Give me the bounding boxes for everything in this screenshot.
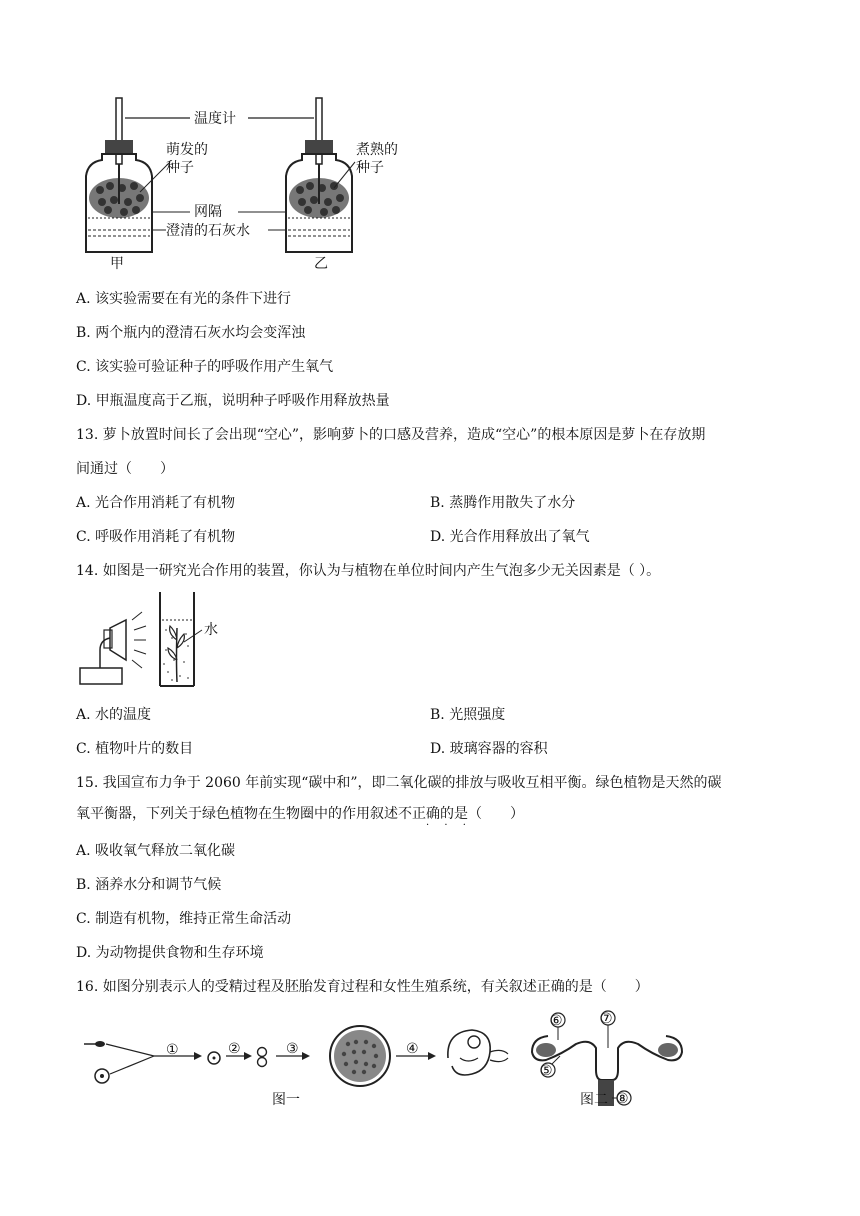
q14-option-c[interactable]: C. 植物叶片的数目 (76, 741, 194, 757)
q13-option-c[interactable]: C. 呼吸作用消耗了有机物 (76, 529, 236, 545)
q14-apparatus-figure (76, 590, 236, 690)
q13-option-a[interactable]: A. 光合作用消耗了有机物 (76, 495, 236, 511)
label-limewater: 澄清的石灰水 (166, 223, 250, 239)
label-mesh: 网隔 (194, 204, 222, 220)
q12-option-c[interactable]: C. 该实验可验证种子的呼吸作用产生氧气 (76, 359, 334, 375)
q13-option-d[interactable]: D. 光合作用释放出了氧气 (430, 529, 590, 545)
label-jar-yi: 乙 (314, 256, 328, 272)
q12-option-d[interactable]: D. 甲瓶温度高于乙瓶，说明种子呼吸作用释放热量 (76, 393, 390, 409)
q12-option-a[interactable]: A. 该实验需要在有光的条件下进行 (76, 291, 292, 307)
q13-stem-line2: 间通过（ ） (76, 461, 174, 477)
q12-option-b[interactable]: B. 两个瓶内的澄清石灰水均会变浑浊 (76, 325, 306, 341)
two-cell-icon (258, 1048, 267, 1067)
step-4-label: ④ (406, 1041, 419, 1057)
jar-jia (86, 98, 152, 252)
step-3-label: ③ (286, 1041, 299, 1057)
label-germinating-seeds-2: 种子 (166, 160, 194, 176)
q15-option-d[interactable]: D. 为动物提供食物和生存环境 (76, 945, 264, 961)
egg-icon (95, 1069, 109, 1083)
label-germinating-seeds-1: 萌发的 (166, 142, 208, 158)
q14-stem: 14. 如图是一研究光合作用的装置，你认为与植物在单位时间内产生气泡多少无关因素是（ ）。 (76, 563, 661, 579)
q14-option-a[interactable]: A. 水的温度 (76, 707, 152, 723)
label-8: ⑧ (616, 1091, 629, 1107)
water-plant-icon (168, 626, 184, 682)
q15-stem-emphasis: 不正确 (398, 806, 440, 822)
label-jar-jia: 甲 (110, 256, 124, 272)
embryo-icon (448, 1030, 508, 1075)
q15-option-c[interactable]: C. 制造有机物，维持正常生命活动 (76, 911, 292, 927)
q13-stem-line1: 13. 萝卜放置时间长了会出现“空心”，影响萝卜的口感及营养，造成“空心”的根本原因是萝卜在存放期 (76, 427, 706, 443)
jar-yi (286, 98, 352, 252)
label-boiled-seeds-1: 煮熟的 (356, 142, 398, 158)
label-7: ⑦ (600, 1011, 613, 1027)
label-thermometer: 温度计 (194, 111, 236, 127)
step-1-label: ① (166, 1042, 179, 1058)
q15-option-a[interactable]: A. 吸收氧气释放二氧化碳 (76, 843, 236, 859)
step-2-label: ② (228, 1041, 241, 1057)
q12-jars-figure (80, 92, 420, 272)
sperm-icon (84, 1041, 105, 1047)
figure-1-label: 图一 (272, 1092, 300, 1108)
emphasis-dots: · · · (426, 820, 472, 831)
label-boiled-seeds-2: 种子 (356, 160, 384, 176)
zygote-icon (208, 1052, 220, 1064)
q15-stem-line2-b: 的是（ ） (440, 806, 524, 822)
q14-option-d[interactable]: D. 玻璃容器的容积 (430, 741, 548, 757)
figure-2-label: 图二 (580, 1092, 608, 1108)
label-water: 水 (204, 622, 218, 638)
q16-stem: 16. 如图分别表示人的受精过程及胚胎发育过程和女性生殖系统，有关叙述正确的是（ ） (76, 979, 649, 995)
lamp-icon (80, 612, 146, 684)
blastocyst-icon (330, 1026, 390, 1086)
label-5: ⑤ (540, 1063, 553, 1079)
q16-figures (76, 1008, 716, 1118)
q14-option-b[interactable]: B. 光照强度 (430, 707, 506, 723)
q15-stem-line2-a: 氧平衡器，下列关于绿色植物在生物圈中的作用叙述 (76, 806, 398, 822)
q13-option-b[interactable]: B. 蒸腾作用散失了水分 (430, 495, 576, 511)
q15-stem-line1: 15. 我国宣布力争于 2060 年前实现“碳中和”，即二氧化碳的排放与吸收互相平衡。绿色植物是天然的碳 (76, 775, 722, 791)
q15-option-b[interactable]: B. 涵养水分和调节气候 (76, 877, 222, 893)
label-6: ⑥ (550, 1013, 563, 1029)
